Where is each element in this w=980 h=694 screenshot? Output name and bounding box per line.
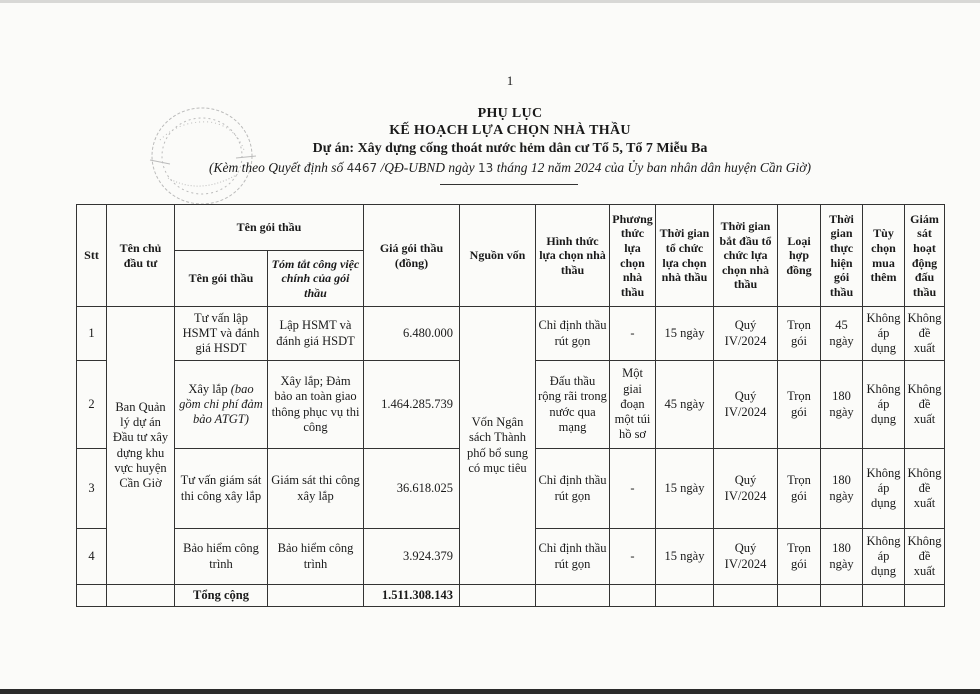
cell-method: - [610, 529, 656, 585]
cell-option: Không áp dụng [863, 361, 905, 449]
cell-exec: 45 ngày [821, 307, 863, 361]
cell-contract: Trọn gói [778, 361, 821, 449]
cell-supervise: Không đề xuất [905, 307, 945, 361]
cell-option: Không áp dụng [863, 449, 905, 529]
scan-bottom-edge [0, 689, 980, 694]
total-value: 1.511.308.143 [364, 585, 460, 607]
cell-start: Quý IV/2024 [714, 449, 778, 529]
header-contract: Loại hợp đồng [778, 205, 821, 307]
cell-option: Không áp dụng [863, 307, 905, 361]
cell-price: 1.464.285.739 [364, 361, 460, 449]
cell-exec: 180 ngày [821, 449, 863, 529]
cell-empty [714, 585, 778, 607]
decision-day-handwritten: 13 [478, 161, 494, 175]
cell-form: Chỉ định thầu rút gọn [536, 307, 610, 361]
cell-empty [460, 585, 536, 607]
cell-empty [610, 585, 656, 607]
header-fund: Nguồn vốn [460, 205, 536, 307]
cell-summary: Xây lắp; Đảm bảo an toàn giao thông phục vụ thi công [268, 361, 364, 449]
page-number: 1 [506, 73, 514, 88]
cell-method: Một giai đoạn một túi hồ sơ [610, 361, 656, 449]
header-form: Hình thức lựa chọn nhà thầu [536, 205, 610, 307]
cell-stt: 1 [77, 307, 107, 361]
cell-empty [821, 585, 863, 607]
header-option: Tùy chọn mua thêm [863, 205, 905, 307]
cell-package-name [175, 361, 268, 449]
header-package-name: Tên gói thầu [175, 251, 268, 307]
document-title: PHỤ LỤC [477, 106, 543, 121]
cell-duration: 15 ngày [656, 307, 714, 361]
cell-method: - [610, 449, 656, 529]
cell-price: 36.618.025 [364, 449, 460, 529]
cell-summary: Lập HSMT và đánh giá HSDT [268, 307, 364, 361]
cell-start: Quý IV/2024 [714, 361, 778, 449]
header-summary: Tóm tắt công việc chính của gói thầu [268, 251, 364, 307]
cell-fund: Vốn Ngân sách Thành phố bổ sung có mục tiêu [460, 307, 536, 585]
cell-empty [656, 585, 714, 607]
total-row [77, 585, 945, 607]
header-rule [440, 184, 578, 185]
cell-stt: 4 [77, 529, 107, 585]
cell-contract: Trọn gói [778, 529, 821, 585]
cell-supervise: Không đề xuất [905, 529, 945, 585]
header-duration: Thời gian tổ chức lựa chọn nhà thầu [656, 205, 714, 307]
cell-duration: 15 ngày [656, 529, 714, 585]
decision-number-handwritten: 4467 [346, 161, 378, 175]
total-label: Tổng cộng [175, 585, 268, 607]
cell-contract: Trọn gói [778, 449, 821, 529]
cell-empty [863, 585, 905, 607]
cell-summary: Giám sát thi công xây lắp [268, 449, 364, 529]
cell-method: - [610, 307, 656, 361]
cell-summary: Bảo hiểm công trình [268, 529, 364, 585]
cell-empty [778, 585, 821, 607]
cell-stt: 3 [77, 449, 107, 529]
cell-start: Quý IV/2024 [714, 529, 778, 585]
cell-exec: 180 ngày [821, 361, 863, 449]
cell-duration: 15 ngày [656, 449, 714, 529]
cell-empty [107, 585, 175, 607]
decision-middle: /QĐ-UBND ngày [380, 160, 475, 175]
cell-option: Không áp dụng [863, 529, 905, 585]
header-package-group: Tên gói thầu [175, 205, 364, 251]
decision-prefix: (Kèm theo Quyết định số [209, 160, 344, 175]
cell-form: Đấu thầu rộng rãi trong nước qua mạng [536, 361, 610, 449]
cell-package-name: Tư vấn giám sát thi công xây lắp [175, 449, 268, 529]
cell-package-name: Bảo hiểm công trình [175, 529, 268, 585]
cell-start: Quý IV/2024 [714, 307, 778, 361]
header-exec: Thời gian thực hiện gói thầu [821, 205, 863, 307]
cell-stt: 2 [77, 361, 107, 449]
cell-duration: 45 ngày [656, 361, 714, 449]
package-name-text: Xây lắp [188, 381, 228, 396]
cell-exec: 180 ngày [821, 529, 863, 585]
document-subtitle: KẾ HOẠCH LỰA CHỌN NHÀ THẦU [389, 123, 631, 138]
cell-empty [536, 585, 610, 607]
cell-price: 6.480.000 [364, 307, 460, 361]
header-method: Phương thức lựa chọn nhà thầu [610, 205, 656, 307]
cell-empty [268, 585, 364, 607]
decision-suffix: tháng 12 năm 2024 của Ủy ban nhân dân huyện Cần Giờ) [496, 160, 811, 175]
package-name-note: (bao gồm chi phí đảm bảo ATGT) [179, 381, 263, 427]
header-start: Thời gian bắt đầu tổ chức lựa chọn nhà thầu [714, 205, 778, 307]
contractor-selection-plan-table [76, 204, 945, 607]
cell-price: 3.924.379 [364, 529, 460, 585]
cell-form: Chỉ định thầu rút gọn [536, 529, 610, 585]
cell-empty [77, 585, 107, 607]
cell-package-name: Tư vấn lập HSMT và đánh giá HSDT [175, 307, 268, 361]
header-supervise: Giám sát hoạt động đấu thầu [905, 205, 945, 307]
header-stt: Stt [77, 205, 107, 307]
header-owner: Tên chủ đầu tư [107, 205, 175, 307]
scan-top-edge [0, 0, 980, 3]
cell-empty [905, 585, 945, 607]
decision-line [0, 160, 980, 176]
cell-contract: Trọn gói [778, 307, 821, 361]
cell-owner: Ban Quản lý dự án Đầu tư xây dựng khu vực huyện Cần Giờ [107, 307, 175, 585]
header-price: Giá gói thầu (đồng) [364, 205, 460, 307]
cell-supervise: Không đề xuất [905, 361, 945, 449]
project-name: Dự án: Xây dựng cống thoát nước hẻm dân cư Tổ 5, Tổ 7 Miễu Ba [312, 141, 708, 156]
table-row [77, 307, 945, 361]
cell-form: Chỉ định thầu rút gọn [536, 449, 610, 529]
cell-supervise: Không đề xuất [905, 449, 945, 529]
